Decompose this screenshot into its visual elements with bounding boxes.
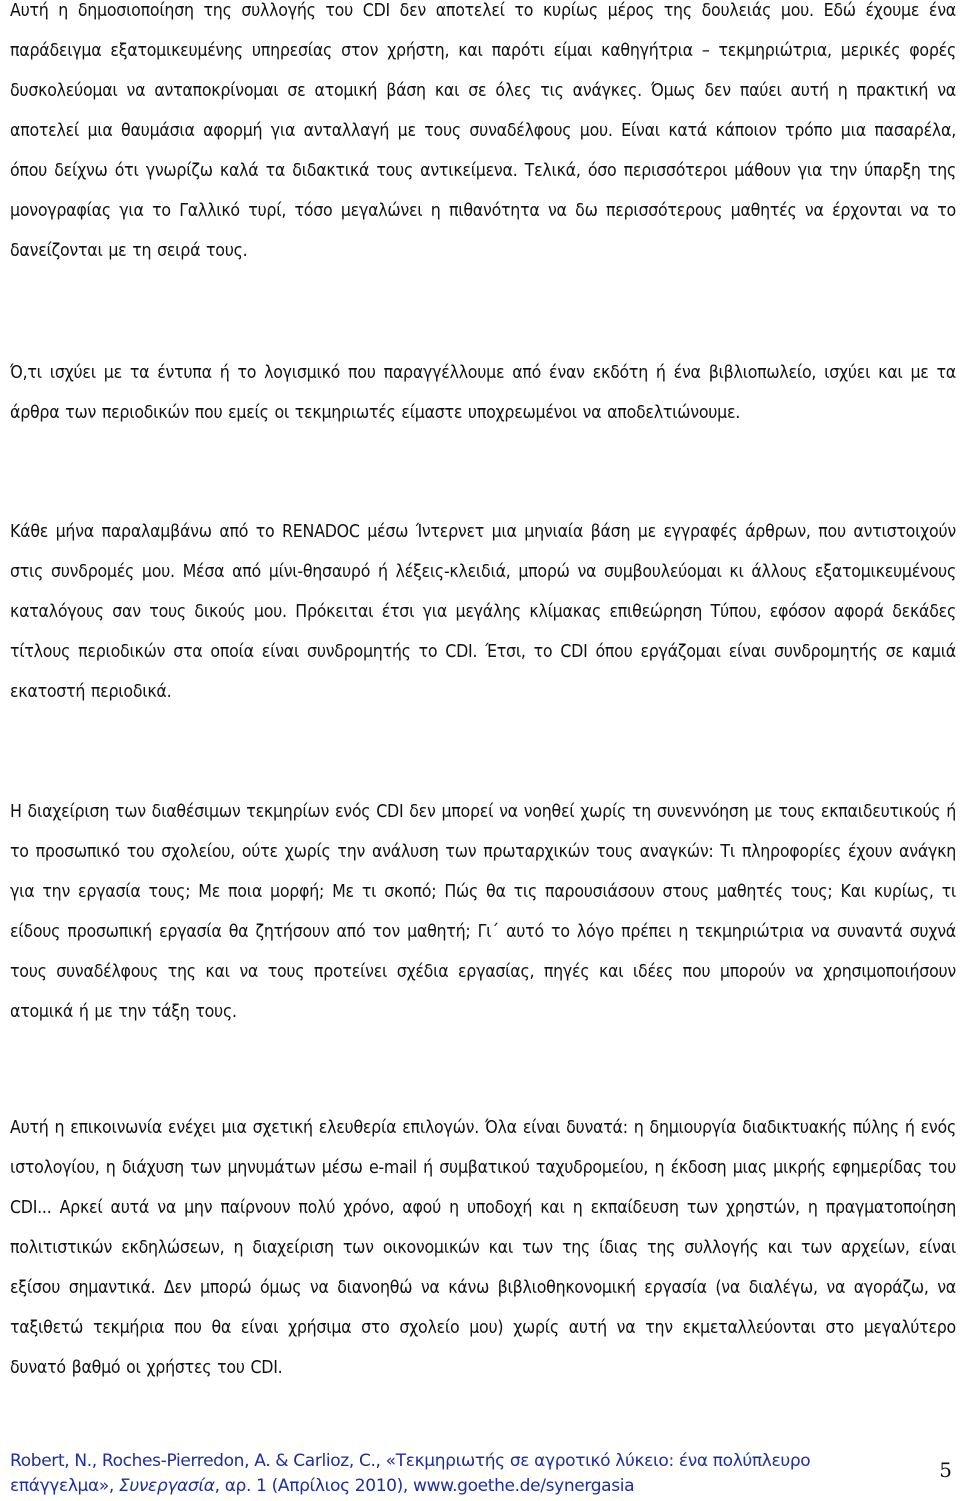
journal-title: Συνεργασία: [119, 1476, 215, 1496]
citation-text-start: Robert, N., Roches-Pierredon, A. & Carlioz, C., «Τεκμηριωτής σε αγροτικό λύκειο: ένα πολύπλευρο επάγγελμα»,: [10, 1451, 811, 1496]
page-number: 5: [939, 1458, 952, 1482]
paragraph-teacher-collaboration: Η διαχείριση των διαθέσιμων τεκμηρίων ενός CDI δεν μπορεί να νοηθεί χωρίς τη συνεννόηση με τους εκπαιδευτικούς ή το προσωπικό του σχολείου, ούτε χωρίς την ανάλυση των πρωταρχικών τους αναγκών: Τι πληροφορίες έχουν ανάγκη για την εργασία τους; Με ποια μορφή; Με τι σκοπό; Πώς θα τις παρουσιάσουν στους μαθητές τους; Και κυρίως, τι είδους προσωπική εργασία θα ζητήσουν από τον μαθητή; Γι΄ αυτό το λόγο πρέπει η τεκμηριώτρια να συναντά συχνά τους συναδέλφους της και να τους προτείνει σχέδια εργασίας, πηγές και ιδέες που μπορούν να χρησιμοποιήσουν ατομικά ή με την τάξη τους.: [10, 802, 956, 1022]
footer-citation: [10, 1449, 880, 1499]
citation-text-end: , αρ. 1 (Απρίλιος 2010), www.goethe.de/synergasia: [214, 1476, 635, 1496]
paragraph-periodicals-indexing: Ό,τι ισχύει με τα έντυπα ή το λογισμικό που παραγγέλλουμε από έναν εκδότη ή ένα βιβλιοπωλείο, ισχύει και με τα άρθρα των περιοδικών που εμείς οι τεκμηριωτές είμαστε υποχρεωμένοι να αποδελτιώνουμε.: [10, 363, 956, 423]
paragraph-communication-choices: Αυτή η επικοινωνία ενέχει μια σχετική ελευθερία επιλογών. Όλα είναι δυνατά: η δημιουργία διαδικτυακής πύλης ή ενός ιστολογίου, η διάχυση των μηνυμάτων μέσω e-mail ή συμβατικού ταχυδρομείου, η έκδοση μιας μικρής εφημερίδας του CDI... Αρκεί αυτά να μην παίρνουν πολύ χρόνο, αφού η υποδοχή και η εκπαίδευση των χρηστών, η πραγματοποίηση πολιτιστικών εκδηλώσεων, η διαχείριση των οικονομικών και των της ίδιας της συλλογής και των αρχείων, είναι εξίσου σημαντικά. Δεν μπορώ όμως να διανοηθώ να κάνω βιβλιοθηκονομική εργασία (να διαλέγω, να αγοράζω, να ταξιθετώ τεκμήρια που θα είναι χρήσιμα στο σχολείο μου) χωρίς αυτή να την εκμεταλλεύονται στο μεγαλύτερο δυνατό βαθμό οι χρήστες του CDI.: [10, 1118, 956, 1378]
paragraph-renadoc-press-review: Κάθε μήνα παραλαμβάνω από το RENADOC μέσω Ίντερνετ μια μηνιαία βάση με εγγραφές άρθρων, που αντιστοιχούν στις συνδρομές μου. Μέσα από μίνι-θησαυρό ή λέξεις-κλειδιά, μπορώ να συμβουλεύομαι κι άλλους εξατομικευμένους καταλόγους σαν τους δικούς μου. Πρόκειται έτσι για μεγάλης κλίμακας επιθεώρηση Τύπου, εφόσον αφορά δεκάδες τίτλους περιοδικών στα οποία είναι συνδρομητής το CDI. Έτσι, το CDI όπου εργάζομαι είναι συνδρομητής σε καμιά εκατοστή περιοδικά.: [10, 522, 956, 702]
paragraph-cdi-collection-publicity: Αυτή η δημοσιοποίηση της συλλογής του CDI δεν αποτελεί το κυρίως μέρος της δουλειάς μου. Εδώ έχουμε ένα παράδειγμα εξατομικευμένης υπηρεσίας στον χρήστη, και παρότι είμαι καθηγήτρια – τεκμηριώτρια, μερικές φορές δυσκολεύομαι να ανταποκρίνομαι σε ατομική βάση και σε όλες τις ανάγκες. Όμως δεν παύει αυτή η πρακτική να αποτελεί μια θαυμάσια αφορμή για ανταλλαγή με τους συναδέλφους μου. Είναι κατά κάποιον τρόπο μια πασαρέλα, όπου δείχνω ότι γνωρίζω καλά τα διδακτικά τους αντικείμενα. Τελικά, όσο περισσότεροι μάθουν για την ύπαρξη της μονογραφίας για το Γαλλικό τυρί, τόσο μεγαλώνει η πιθανότητα να δω περισσότερους μαθητές να έρχονται να το δανείζονται με τη σειρά τους.: [10, 1, 956, 261]
